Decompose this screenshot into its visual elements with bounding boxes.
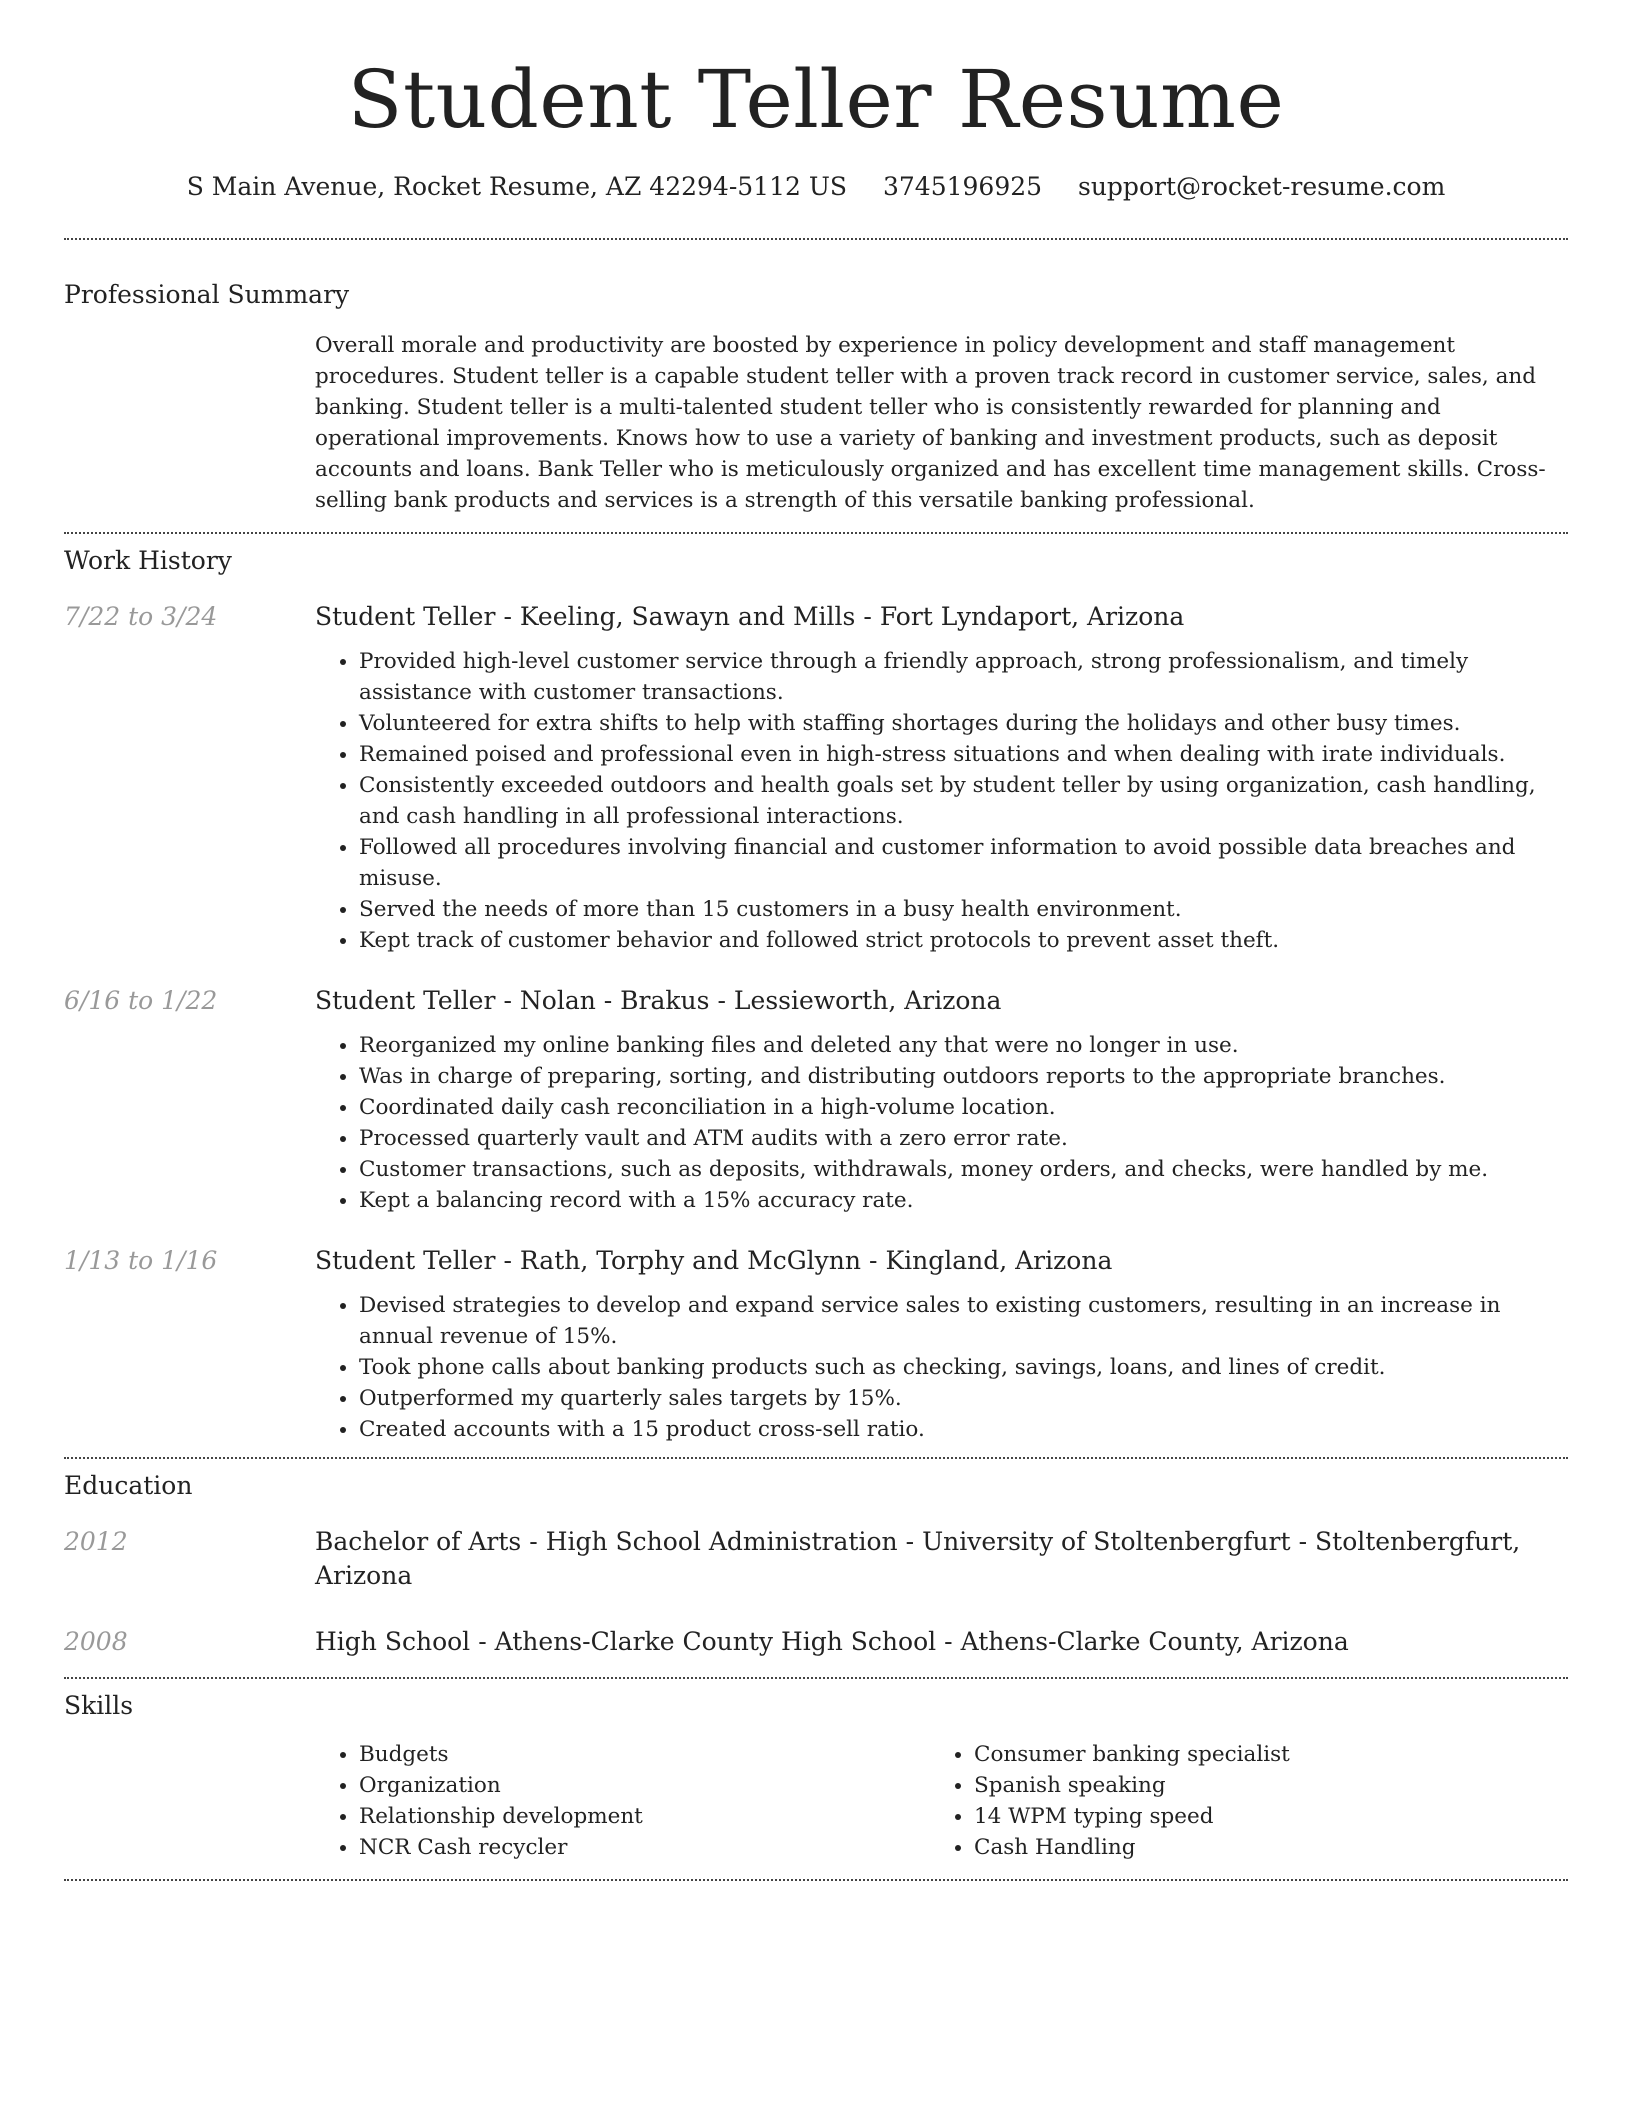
summary-row xyxy=(64,330,1568,516)
job-bullets xyxy=(315,1030,1568,1216)
contact-email: support@rocket-resume.com xyxy=(1078,172,1446,201)
education-field: High School Administration xyxy=(545,1527,898,1556)
summary-text: Overall morale and productivity are boosted by experience in policy development and staff management procedures. Student teller is a capable student teller with a proven track record in customer service, sales, and banking. Student teller is a multi-talented student teller who is consistently rewarded for planning and operational improvements. Knows how to use a variety of banking and investment products, such as deposit accounts and loans. Bank Teller who is meticulously organized and has excellent time management skills. Cross-selling bank products and services is a strength of this versatile banking professional. xyxy=(315,333,1546,513)
skills-row xyxy=(64,1739,1568,1863)
job-details xyxy=(315,984,1568,1216)
job-heading xyxy=(315,600,1568,634)
job-entry xyxy=(64,984,1568,1216)
job-bullet: • Was in charge of preparing, sorting, and distributing outdoors reports to the appropriate branches. xyxy=(359,1061,1568,1092)
education-separator: - xyxy=(529,1527,538,1556)
section-divider xyxy=(64,532,1568,534)
job-dates: 1/13 to 1/16 xyxy=(64,1246,218,1275)
job-bullet: • Processed quarterly vault and ATM audits with a zero error rate. xyxy=(359,1123,1568,1154)
job-bullet: • Kept track of customer behavior and followed strict protocols to prevent asset theft. xyxy=(359,925,1568,956)
job-bullet: • Kept a balancing record with a 15% accuracy rate. xyxy=(359,1185,1568,1216)
section-divider xyxy=(64,1457,1568,1459)
job-entry xyxy=(64,1244,1568,1445)
job-separator: - xyxy=(717,986,726,1015)
job-entry xyxy=(64,600,1568,956)
job-title: Student Teller xyxy=(315,986,496,1015)
section-divider xyxy=(64,1879,1568,1881)
contact-line xyxy=(64,170,1568,204)
education-entry xyxy=(64,1625,1568,1659)
job-separator: - xyxy=(503,1246,512,1275)
job-bullets xyxy=(315,646,1568,956)
skill-item: • Cash Handling xyxy=(974,1832,1290,1863)
job-title: Student Teller xyxy=(315,602,496,631)
skill-item: • Organization xyxy=(359,1770,930,1801)
job-location: Lessieworth, Arizona xyxy=(733,986,1002,1015)
education-school: University of Stoltenbergfurt xyxy=(922,1527,1291,1556)
skill-item: • Spanish speaking xyxy=(974,1770,1290,1801)
job-location: Fort Lyndaport, Arizona xyxy=(879,602,1185,631)
job-bullet: • Coordinated daily cash reconciliation in a high-volume location. xyxy=(359,1092,1568,1123)
section-divider xyxy=(64,238,1568,240)
job-bullet: • Customer transactions, such as deposits, withdrawals, money orders, and checks, were handled by me. xyxy=(359,1154,1568,1185)
job-bullets xyxy=(315,1290,1568,1445)
job-details xyxy=(315,600,1568,956)
skill-item: • 14 WPM typing speed xyxy=(974,1801,1290,1832)
skill-item: • Consumer banking specialist xyxy=(974,1739,1290,1770)
education-year: 2012 xyxy=(64,1527,128,1556)
summary-body xyxy=(315,330,1568,516)
job-bullet: • Created accounts with a 15 product cross-sell ratio. xyxy=(359,1414,1568,1445)
work-history-heading: Work History xyxy=(64,546,232,575)
job-bullet: • Devised strategies to develop and expand service sales to existing customers, resulting in an increase in annual revenue of 15%. xyxy=(359,1290,1568,1352)
contact-address: S Main Avenue, Rocket Resume, AZ 42294-5112 US xyxy=(186,172,848,201)
job-bullet: • Consistently exceeded outdoors and health goals set by student teller by using organization, cash handling, and cash handling in all professional interactions. xyxy=(359,770,1568,832)
education-separator: - xyxy=(905,1527,915,1556)
job-separator: - xyxy=(869,1246,878,1275)
job-bullet: • Provided high-level customer service through a friendly approach, strong professionalism, and timely assistance with customer transactions. xyxy=(359,646,1568,708)
job-bullet: • Served the needs of more than 15 customers in a busy health environment. xyxy=(359,894,1568,925)
summary-heading: Professional Summary xyxy=(64,280,350,309)
resume-title: Student Teller Resume xyxy=(347,53,1285,146)
section-divider xyxy=(64,1677,1568,1679)
skills-list-left xyxy=(315,1739,930,1863)
skills-heading: Skills xyxy=(64,1691,134,1720)
skills-list-right xyxy=(930,1739,1290,1863)
job-bullet: • Volunteered for extra shifts to help with staffing shortages during the holidays and other busy times. xyxy=(359,708,1568,739)
education-year: 2008 xyxy=(64,1627,128,1656)
education-entry xyxy=(64,1525,1568,1593)
education-location: Athens-Clarke County, Arizona xyxy=(960,1627,1349,1656)
education-separator: - xyxy=(1298,1527,1308,1556)
education-separator: - xyxy=(478,1627,487,1656)
job-company: Nolan - Brakus xyxy=(519,986,710,1015)
job-dates: 6/16 to 1/22 xyxy=(64,986,218,1015)
skills-columns xyxy=(315,1739,1568,1863)
education-separator: - xyxy=(944,1627,953,1656)
education-degree: High School xyxy=(315,1627,471,1656)
contact-phone: 3745196925 xyxy=(882,172,1043,201)
education-location: Stoltenbergfurt, Arizona xyxy=(315,1527,1521,1590)
job-company: Keeling, Sawayn and Mills xyxy=(519,602,856,631)
education-heading: Education xyxy=(64,1471,193,1500)
job-bullet: • Remained poised and professional even in high-stress situations and when dealing with irate individuals. xyxy=(359,739,1568,770)
skill-item: • Budgets xyxy=(359,1739,930,1770)
job-dates: 7/22 to 3/24 xyxy=(64,602,218,631)
job-separator: - xyxy=(503,602,512,631)
education-degree: Bachelor of Arts xyxy=(315,1527,522,1556)
job-details xyxy=(315,1244,1568,1445)
job-heading xyxy=(315,1244,1568,1278)
education-details xyxy=(315,1625,1568,1659)
job-bullet: • Outperformed my quarterly sales targets by 15%. xyxy=(359,1383,1568,1414)
education-school: Athens-Clarke County High School xyxy=(494,1627,937,1656)
job-separator: - xyxy=(503,986,512,1015)
job-bullet: • Followed all procedures involving financial and customer information to avoid possible data breaches and misuse. xyxy=(359,832,1568,894)
job-location: Kingland, Arizona xyxy=(885,1246,1113,1275)
job-bullet: • Reorganized my online banking files and deleted any that were no longer in use. xyxy=(359,1030,1568,1061)
job-company: Rath, Torphy and McGlynn xyxy=(519,1246,861,1275)
job-heading xyxy=(315,984,1568,1018)
skill-item: • NCR Cash recycler xyxy=(359,1832,930,1863)
job-title: Student Teller xyxy=(315,1246,496,1275)
education-details xyxy=(315,1525,1568,1593)
job-separator: - xyxy=(863,602,872,631)
job-bullet: • Took phone calls about banking products such as checking, savings, loans, and lines of credit. xyxy=(359,1352,1568,1383)
skill-item: • Relationship development xyxy=(359,1801,930,1832)
